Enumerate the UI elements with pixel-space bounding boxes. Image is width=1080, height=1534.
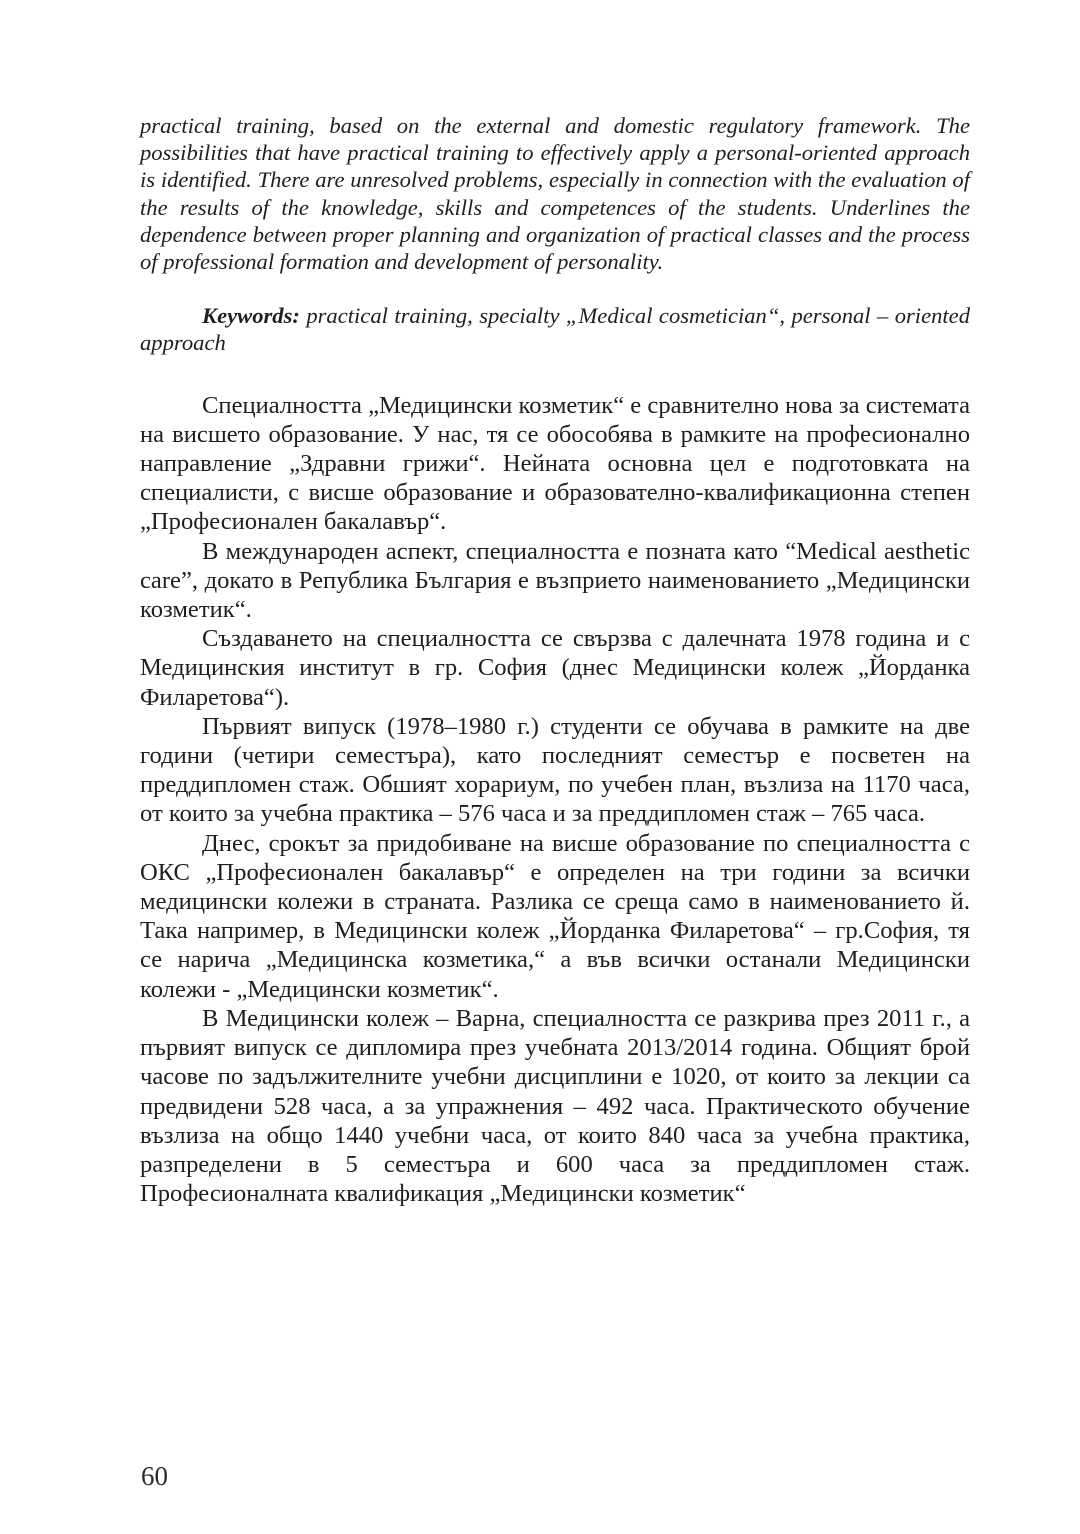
paragraph-3: Създаването на специалността се свързва с далечната 1978 година и с Медицинския институт в гр. София (днес Медицински колеж „Йорданка Филаретова“). (140, 625, 970, 711)
paragraph-2: В международен аспект, специалността е позната като “Medical aesthetic care”, докато в Република България е възприето наименованието „Медицински козметик“. (140, 537, 970, 624)
keywords-line (140, 302, 970, 356)
paragraph-6: В Медицински колеж – Варна, специалността се разкрива през 2011 г., а първият випуск се дипломира през учебната 2013/2014 година. Общият брой часове по задължителните учебни дисциплини е 1020, от които за лекции са предвидени 528 часа, а за упражнения – 492 часа. Практическото обучение възлиза на общо 1440 учебни часа, от които 840 часа за учебна практика, разпределени в 5 семестъра и 600 часа за преддипломен стаж. Професионалната квалификация „Медицински козметик“ (140, 1004, 970, 1208)
body-text (140, 391, 970, 1209)
page-number: 60 (141, 1461, 168, 1491)
paragraph-1: Специалността „Медицински козметик“ е сравнително нова за системата на висшето образование. У нас, тя се обособява в рамките на професионално направление „Здравни грижи“. Нейната основна цел е подготовката на специалисти, с висше образование и образователно-квалификационна степен „Професионален бакалавър“. (140, 391, 970, 536)
keywords-label: Keywords: (202, 303, 300, 329)
page-content (140, 112, 970, 1208)
keywords-text: practical training, specialty „Medical cosmetician“, personal – oriented approach (140, 303, 970, 356)
paragraph-5: Днес, срокът за придобиване на висше образование по специалността с ОКС „Професионален бакалавър“ е определен на три години за всички медицински колежи в страната. Разлика се среща само в наименованието й. Така например, в Медицински колеж „Йорданка Филаретова“ – гр.София, тя се нарича „Медицинска козметика,“ а във всички останали Медицински колежи - „Медицински козметик“. (140, 829, 970, 1003)
abstract-tail: practical training, based on the external and domestic regulatory framework. The possibilities that have practical training to effectively apply a personal-oriented approach is identified. There are unresolved problems, especially in connection with the evaluation of the results of the knowledge, skills and competences of the students. Underlines the dependence between proper planning and organization of practical classes and the process of professional formation and development of personality. (140, 113, 970, 275)
paragraph-4: Първият випуск (1978–1980 г.) студенти се обучава в рамките на две години (четири семестъра), като последният семестър е посветен на преддипломен стаж. Обшият хорариум, по учебен план, възлиза на 1170 часа, от които за учебна практика – 576 часа и за преддипломен стаж – 765 часа. (140, 712, 970, 828)
